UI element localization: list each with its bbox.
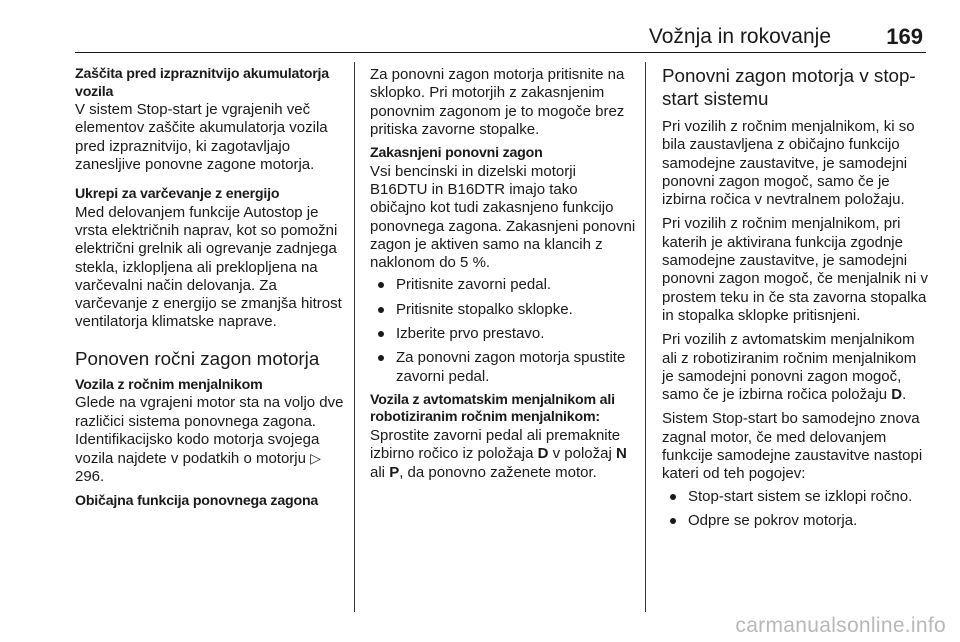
page-reference-icon: ▷ [310,450,321,467]
chapter-title: Vožnja in rokovanje [648,25,831,48]
section-heading-manual-restart: Ponoven ročni zagon motorja [75,347,320,369]
subheading-manual-transmission: Vozila z ročnim menjalnikom [75,376,263,393]
column-divider-2 [645,62,646,612]
paragraph-automatic: Pri vozilih z avtomatskim menjalnikom ali z robotiziranim ročnim menjalnikom je samodejni ponovni zagon mogoč, samo če je izbirna ročica položaju D. [662,331,917,404]
list-item: Pritisnite stopalko sklopke. [370,301,636,319]
paragraph-delayed-restart: Vsi bencinski in dizelski motorji B16DTU in B16DTR imajo tako običajno kot tudi zakasnjeno funkcijo ponovnega zagona. Zakasnjeni ponovni zagon je aktiven samo na klancih z naklonom do 5 %. [370,162,636,272]
subheading-normal-restart: Običajna funkcija ponovnega zagona [75,492,319,509]
paragraph-manual-normal: Pri vozilih z ročnim menjalnikom, ki so bila zaustavljena z običajno funkcijo samodejne zaustavitve, je samodejni ponovni zagon mogoč, samo če je izbirna ročica v nevtralnem položaju. [662,118,915,209]
page-reference-link[interactable]: 296. [75,468,105,486]
column-divider-1 [354,62,355,612]
subheading-battery-protection: Zaščita pred izpraznitvijo akumulatorja vozila [75,66,329,100]
list-delayed-restart-steps [370,276,636,385]
list-restart-conditions [662,488,932,531]
column-2 [370,66,636,482]
page-header [75,22,926,53]
watermark: carmanualsonline.info [735,614,946,637]
column-3 [662,66,932,536]
section-heading-stop-start-restart: Ponovni zagon motorja v stop-start sistemu [662,65,916,109]
list-item: Za ponovni zagon motorja spustite zavorni pedal. [370,349,636,386]
paragraph-battery-protection: V sistem Stop-start je vgrajenih več elementov zaščite akumulatorja vozila pred izpraznitvijo, ki zagotavljajo zanesljive ponovne zagone motorja. [75,101,328,173]
paragraph-clutch-restart: Za ponovni zagon motorja pritisnite na sklopko. Pri motorjih z zakasnjenim ponovnim zagonom je to mogoče brez pritiska zavorne stopalke. [370,66,625,138]
list-item: Izberite prvo prestavo. [370,325,636,343]
column-1 [75,66,345,510]
list-item: Pritisnite zavorni pedal. [370,276,636,294]
page-number: 169 [886,24,923,49]
subheading-delayed-restart: Zakasnjeni ponovni zagon [370,145,543,162]
paragraph-energy-saving: Med delovanjem funkcije Autostop je vrsta električnih naprav, kot so pomožni električni grelnik ali ogrevanje zadnjega stekla, izklopljena ali preklopljena na varčevalni način delovanja. Za varčevanje z energijo se zmanjša hitrost ventilatorja klimatske naprave. [75,203,342,331]
paragraph-engine-variants: Glede na vgrajeni motor sta na voljo dve različici sistema ponovnega zagona. Identifikacijsko kodo motorja svojega vozila najdete v podatkih o motorju ▷ 296. [75,394,344,486]
list-item: Stop-start sistem se izklopi ročno. [662,488,932,506]
paragraph-manual-early: Pri vozilih z ročnim menjalnikom, pri katerih je aktivirana funkcija zgodnje samodejne zaustavitve, je samodejni ponovni zagon mogoč, če menjalnik ni v prostem teku in če sta zavorna stopalka in stopalka sklopke pritisnjeni. [662,215,928,324]
subheading-automatic-transmission: Vozila z avtomatskim menjalnikom ali robotiziranim ročnim menjalnikom: [370,391,615,426]
paragraph-auto-restart-conditions: Sistem Stop-start bo samodejno znova zagnal motor, če med delovanjem funkcije samodejne zaustavitve nastopi kateri od teh pogojev: [662,410,923,483]
paragraph-automatic-restart: Sprostite zavorni pedal ali premaknite izbirno ročico iz položaja D v položaj N ali P, da ponovno zaženete motor. [370,426,627,481]
list-item: Odpre se pokrov motorja. [662,512,932,530]
subheading-energy-saving: Ukrepi za varčevanje z energijo [75,186,280,203]
